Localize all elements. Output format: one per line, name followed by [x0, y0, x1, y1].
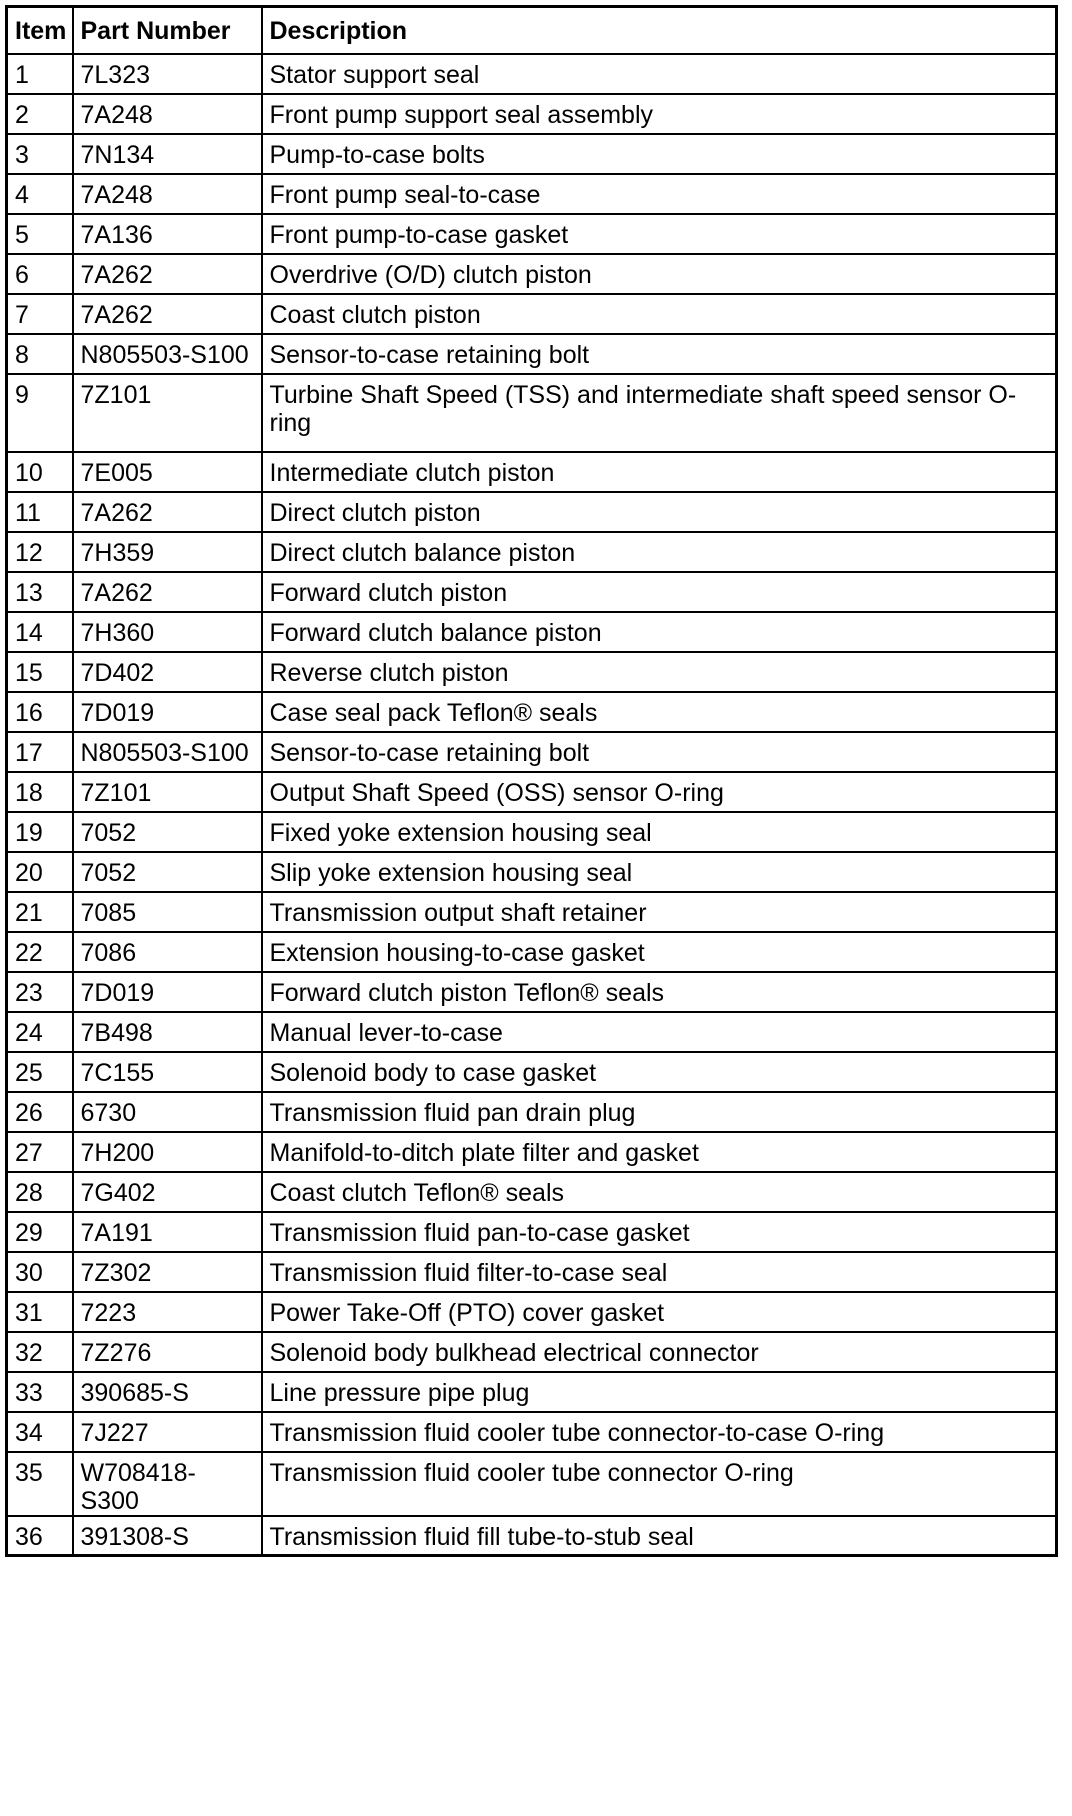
table-row	[7, 1172, 1057, 1212]
cell-item: 18	[7, 772, 73, 812]
cell-part-number: 7052	[73, 852, 262, 892]
cell-part-number: N805503-S100	[73, 732, 262, 772]
cell-item: 9	[7, 374, 73, 452]
cell-part-number: 6730	[73, 1092, 262, 1132]
table-row	[7, 1052, 1057, 1092]
cell-part-number: 7G402	[73, 1172, 262, 1212]
table-row	[7, 972, 1057, 1012]
table-row	[7, 374, 1057, 452]
cell-description: Direct clutch piston	[262, 492, 1057, 532]
table-row	[7, 692, 1057, 732]
cell-description: Manifold-to-ditch plate filter and gasket	[262, 1132, 1057, 1172]
cell-part-number: 391308-S	[73, 1516, 262, 1556]
cell-description: Front pump-to-case gasket	[262, 214, 1057, 254]
cell-item: 15	[7, 652, 73, 692]
cell-part-number: 390685-S	[73, 1372, 262, 1412]
cell-item: 20	[7, 852, 73, 892]
cell-description: Stator support seal	[262, 54, 1057, 94]
cell-description: Line pressure pipe plug	[262, 1372, 1057, 1412]
cell-item: 6	[7, 254, 73, 294]
table-row	[7, 652, 1057, 692]
cell-item: 11	[7, 492, 73, 532]
cell-item: 33	[7, 1372, 73, 1412]
cell-description: Case seal pack Teflon® seals	[262, 692, 1057, 732]
cell-part-number: 7H200	[73, 1132, 262, 1172]
cell-item: 27	[7, 1132, 73, 1172]
cell-part-number: 7B498	[73, 1012, 262, 1052]
cell-part-number: 7C155	[73, 1052, 262, 1092]
table-row	[7, 932, 1057, 972]
cell-part-number: 7D402	[73, 652, 262, 692]
cell-part-number: 7A248	[73, 94, 262, 134]
cell-item: 7	[7, 294, 73, 334]
cell-item: 26	[7, 1092, 73, 1132]
table-row	[7, 532, 1057, 572]
cell-description: Turbine Shaft Speed (TSS) and intermediate shaft speed sensor O-ring	[262, 374, 1057, 452]
table-row	[7, 772, 1057, 812]
cell-part-number: 7A262	[73, 254, 262, 294]
cell-item: 36	[7, 1516, 73, 1556]
cell-item: 4	[7, 174, 73, 214]
table-row	[7, 852, 1057, 892]
table-row	[7, 612, 1057, 652]
cell-item: 5	[7, 214, 73, 254]
cell-description: Transmission fluid pan-to-case gasket	[262, 1212, 1057, 1252]
cell-item: 19	[7, 812, 73, 852]
cell-description: Power Take-Off (PTO) cover gasket	[262, 1292, 1057, 1332]
cell-description: Front pump support seal assembly	[262, 94, 1057, 134]
table-row	[7, 54, 1057, 94]
table-row	[7, 1372, 1057, 1412]
cell-description: Solenoid body bulkhead electrical connector	[262, 1332, 1057, 1372]
cell-item: 23	[7, 972, 73, 1012]
table-row	[7, 1516, 1057, 1556]
table-row	[7, 1252, 1057, 1292]
table-row	[7, 334, 1057, 374]
column-header-description: Description	[262, 7, 1057, 54]
table-row	[7, 1012, 1057, 1052]
table-row	[7, 1452, 1057, 1516]
table-row	[7, 94, 1057, 134]
cell-description: Reverse clutch piston	[262, 652, 1057, 692]
cell-item: 21	[7, 892, 73, 932]
cell-description: Transmission fluid filter-to-case seal	[262, 1252, 1057, 1292]
cell-part-number: 7086	[73, 932, 262, 972]
cell-part-number: 7A248	[73, 174, 262, 214]
cell-description: Forward clutch balance piston	[262, 612, 1057, 652]
cell-description: Sensor-to-case retaining bolt	[262, 732, 1057, 772]
column-header-part-number: Part Number	[73, 7, 262, 54]
cell-description: Transmission fluid fill tube-to-stub seal	[262, 1516, 1057, 1556]
cell-part-number: 7A262	[73, 492, 262, 532]
cell-item: 34	[7, 1412, 73, 1452]
cell-description: Front pump seal-to-case	[262, 174, 1057, 214]
table-row	[7, 452, 1057, 492]
cell-item: 31	[7, 1292, 73, 1332]
cell-part-number: 7E005	[73, 452, 262, 492]
cell-item: 35	[7, 1452, 73, 1516]
cell-description: Coast clutch Teflon® seals	[262, 1172, 1057, 1212]
cell-item: 13	[7, 572, 73, 612]
cell-part-number: W708418-S300	[73, 1452, 262, 1516]
cell-part-number: 7J227	[73, 1412, 262, 1452]
cell-description: Transmission output shaft retainer	[262, 892, 1057, 932]
cell-part-number: 7A191	[73, 1212, 262, 1252]
header-row	[7, 7, 1057, 54]
table-row	[7, 492, 1057, 532]
cell-item: 17	[7, 732, 73, 772]
cell-item: 3	[7, 134, 73, 174]
cell-description: Manual lever-to-case	[262, 1012, 1057, 1052]
table-row	[7, 1132, 1057, 1172]
cell-description: Transmission fluid cooler tube connector-to-case O-ring	[262, 1412, 1057, 1452]
cell-part-number: 7A262	[73, 294, 262, 334]
cell-description: Transmission fluid cooler tube connector O-ring	[262, 1452, 1057, 1516]
table-row	[7, 1212, 1057, 1252]
cell-item: 32	[7, 1332, 73, 1372]
cell-part-number: 7H360	[73, 612, 262, 652]
cell-part-number: 7Z101	[73, 772, 262, 812]
cell-item: 12	[7, 532, 73, 572]
cell-part-number: 7D019	[73, 692, 262, 732]
cell-description: Slip yoke extension housing seal	[262, 852, 1057, 892]
cell-description: Fixed yoke extension housing seal	[262, 812, 1057, 852]
table-header	[7, 7, 1057, 54]
table-row	[7, 294, 1057, 334]
cell-part-number: N805503-S100	[73, 334, 262, 374]
cell-item: 28	[7, 1172, 73, 1212]
cell-part-number: 7A136	[73, 214, 262, 254]
cell-part-number: 7Z276	[73, 1332, 262, 1372]
table-row	[7, 174, 1057, 214]
cell-item: 8	[7, 334, 73, 374]
cell-description: Pump-to-case bolts	[262, 134, 1057, 174]
cell-description: Transmission fluid pan drain plug	[262, 1092, 1057, 1132]
cell-description: Solenoid body to case gasket	[262, 1052, 1057, 1092]
cell-description: Intermediate clutch piston	[262, 452, 1057, 492]
cell-part-number: 7052	[73, 812, 262, 852]
table-row	[7, 254, 1057, 294]
cell-description: Extension housing-to-case gasket	[262, 932, 1057, 972]
cell-part-number: 7N134	[73, 134, 262, 174]
cell-item: 14	[7, 612, 73, 652]
cell-part-number: 7A262	[73, 572, 262, 612]
cell-item: 1	[7, 54, 73, 94]
cell-part-number: 7085	[73, 892, 262, 932]
cell-part-number: 7H359	[73, 532, 262, 572]
table-row	[7, 214, 1057, 254]
cell-item: 16	[7, 692, 73, 732]
table-row	[7, 812, 1057, 852]
cell-description: Forward clutch piston	[262, 572, 1057, 612]
cell-item: 30	[7, 1252, 73, 1292]
table-row	[7, 1332, 1057, 1372]
column-header-item: Item	[7, 7, 73, 54]
cell-part-number: 7Z302	[73, 1252, 262, 1292]
table-row	[7, 1412, 1057, 1452]
cell-part-number: 7Z101	[73, 374, 262, 452]
cell-item: 25	[7, 1052, 73, 1092]
cell-description: Direct clutch balance piston	[262, 532, 1057, 572]
table-row	[7, 572, 1057, 612]
cell-part-number: 7223	[73, 1292, 262, 1332]
cell-part-number: 7L323	[73, 54, 262, 94]
cell-description: Forward clutch piston Teflon® seals	[262, 972, 1057, 1012]
table-body	[7, 54, 1057, 1556]
cell-description: Sensor-to-case retaining bolt	[262, 334, 1057, 374]
table-row	[7, 1292, 1057, 1332]
table-row	[7, 1092, 1057, 1132]
cell-item: 24	[7, 1012, 73, 1052]
cell-part-number: 7D019	[73, 972, 262, 1012]
cell-item: 2	[7, 94, 73, 134]
table-row	[7, 892, 1057, 932]
cell-description: Coast clutch piston	[262, 294, 1057, 334]
cell-item: 29	[7, 1212, 73, 1252]
cell-item: 22	[7, 932, 73, 972]
table-row	[7, 732, 1057, 772]
cell-item: 10	[7, 452, 73, 492]
table-row	[7, 134, 1057, 174]
cell-description: Output Shaft Speed (OSS) sensor O-ring	[262, 772, 1057, 812]
parts-table	[5, 5, 1058, 1557]
cell-description: Overdrive (O/D) clutch piston	[262, 254, 1057, 294]
